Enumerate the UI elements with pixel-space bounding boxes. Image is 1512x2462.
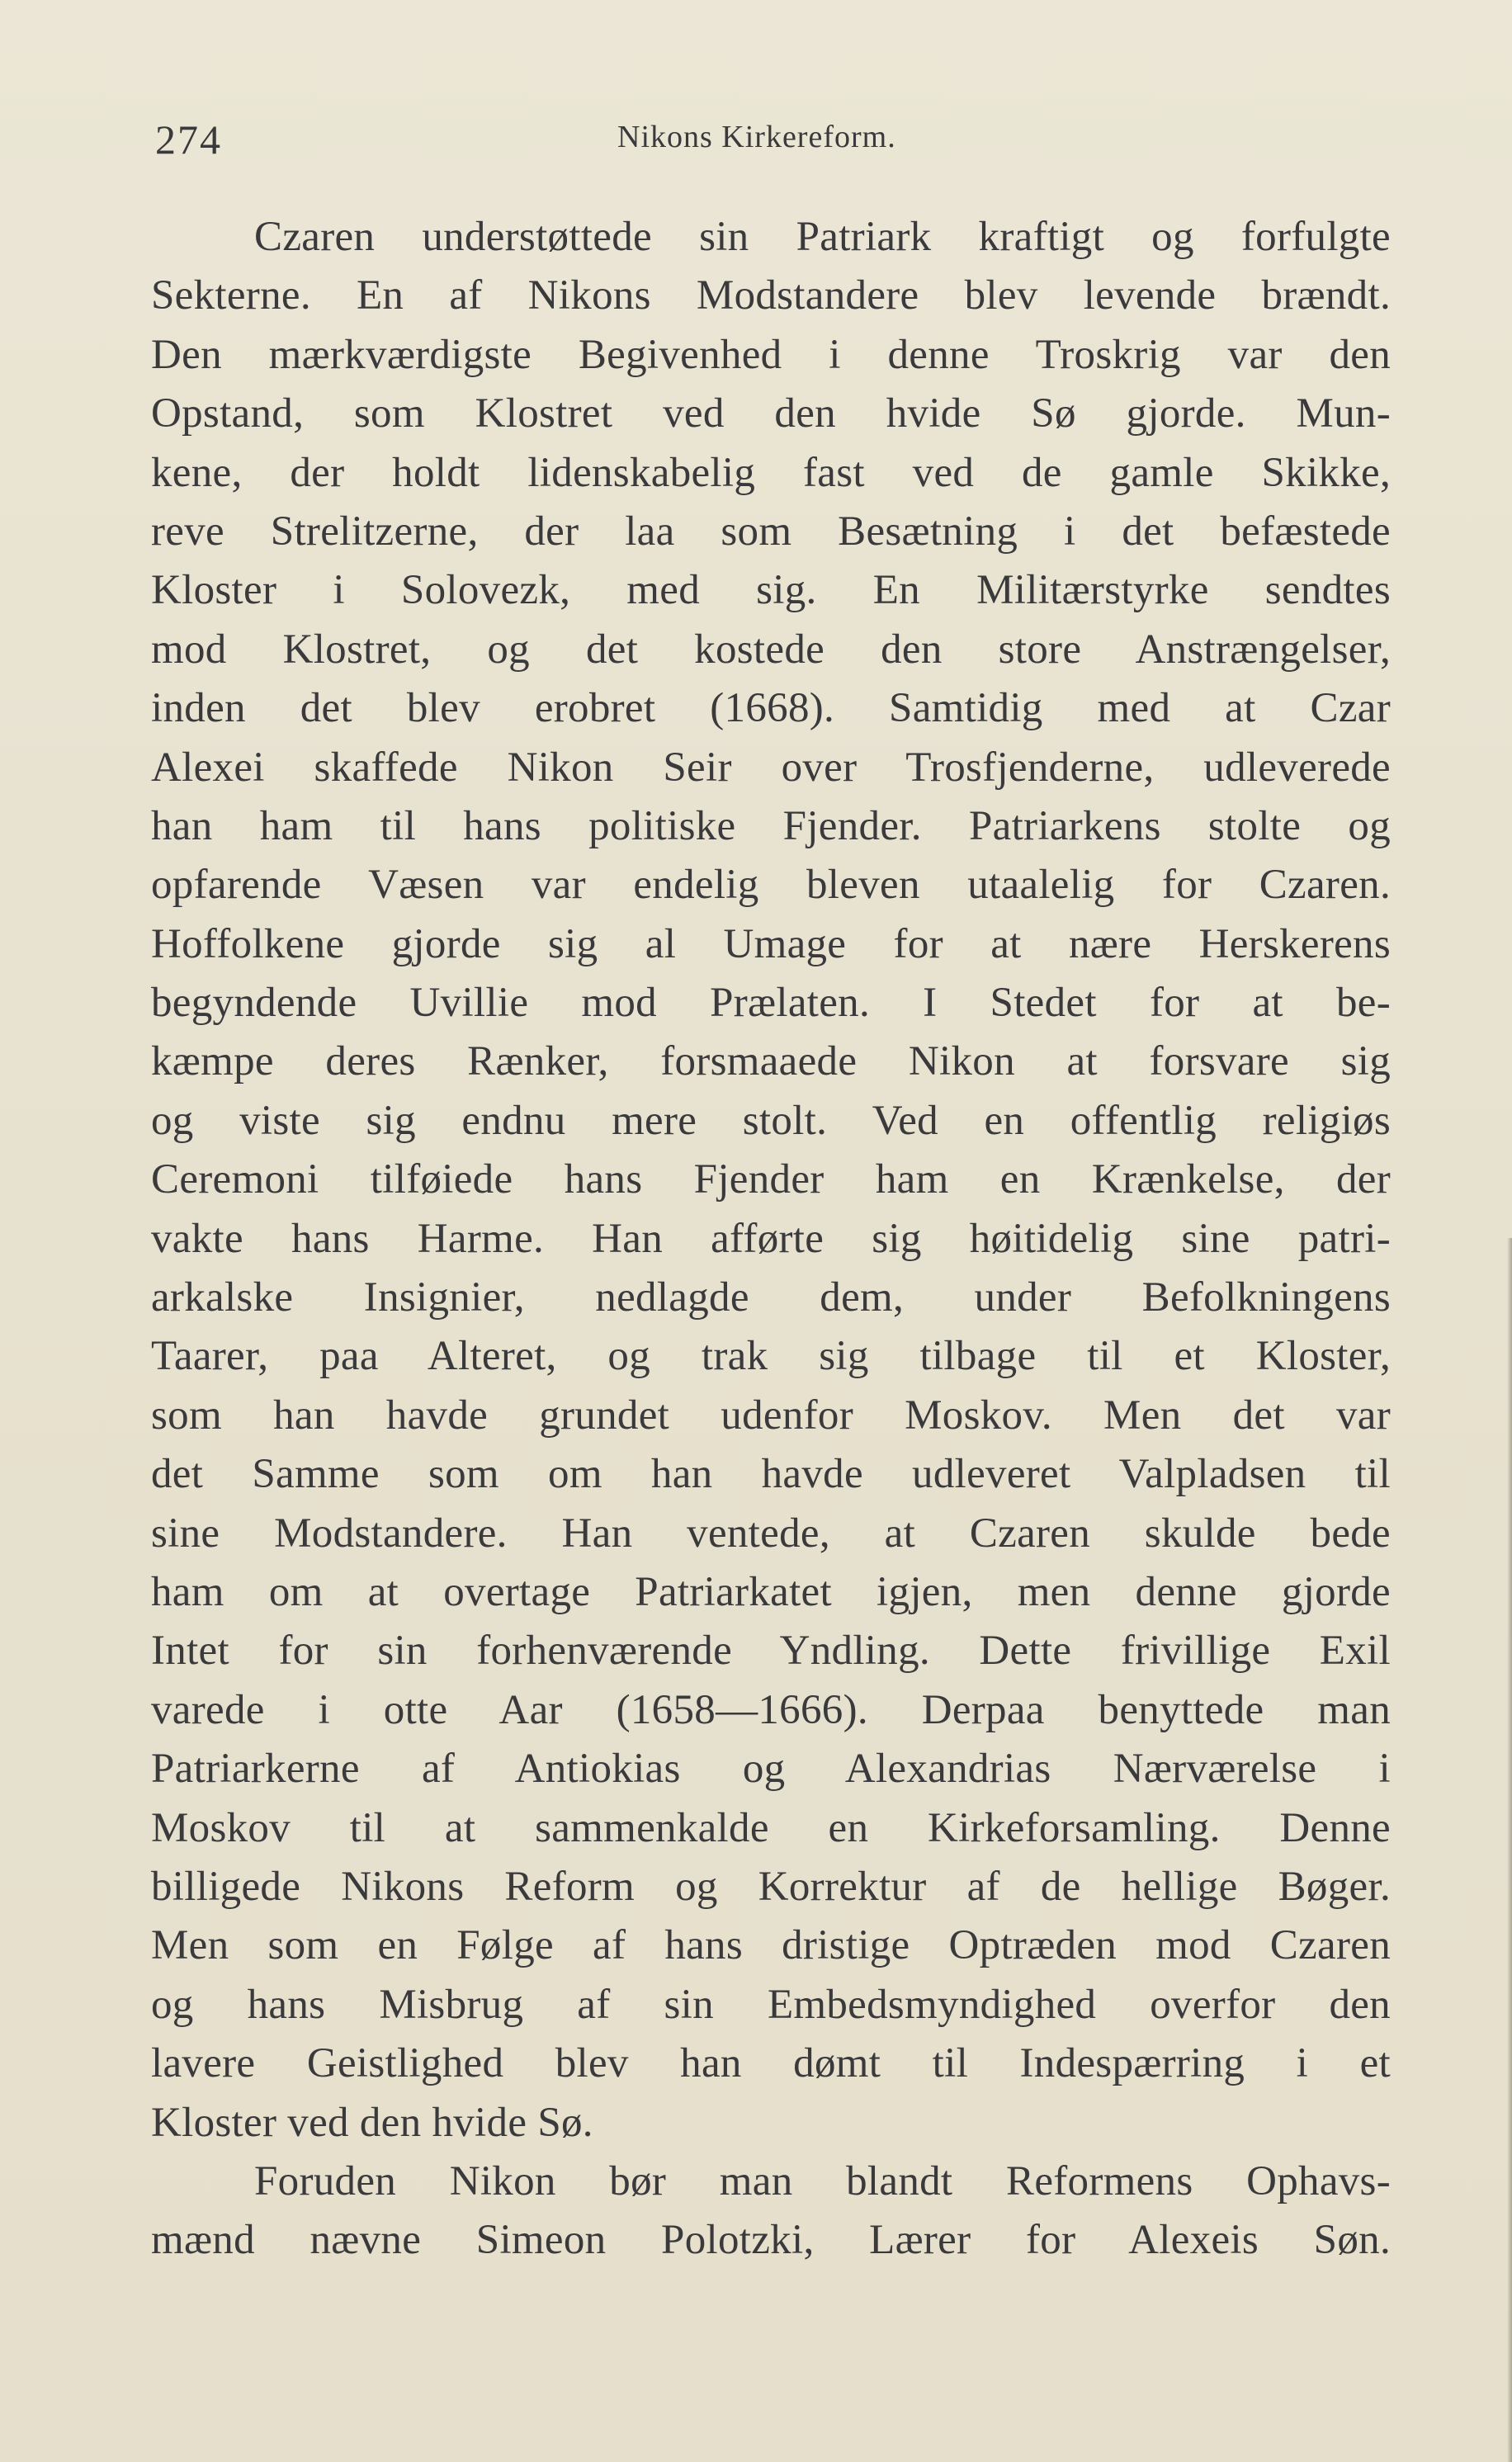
page-header	[155, 116, 1393, 165]
text-line: Hoffolkene gjorde sig al Umage for at nære Herskerens	[151, 920, 1391, 967]
text-line: reve Strelitzerne, der laa som Besætning i det befæstede	[151, 508, 1391, 555]
text-line: Intet for sin forhenværende Yndling. Dette frivillige Exil	[151, 1628, 1391, 1675]
text-line: Moskov til at sammenkalde en Kirkeforsamling. Denne	[151, 1804, 1391, 1851]
text-line: kene, der holdt lidenskabelig fast ved de gamle Skikke,	[151, 449, 1391, 496]
text-line: varede i otte Aar (1658—1666). Derpaa benyttede man	[151, 1686, 1391, 1733]
text-line: arkalske Insignier, nedlagde dem, under Befolkningens	[151, 1274, 1391, 1321]
text-line: og viste sig endnu mere stolt. Ved en offentlig religiøs	[151, 1097, 1391, 1144]
text-line: opfarende Væsen var endelig bleven utaalelig for Czaren.	[151, 862, 1391, 909]
text-line: billigede Nikons Reform og Korrektur af de hellige Bøger.	[151, 1863, 1391, 1910]
text-line: Foruden Nikon bør man blandt Reformens Ophavs-	[254, 2157, 1391, 2204]
text-line: Ceremoni tilføiede hans Fjender ham en Krænkelse, der	[151, 1156, 1391, 1203]
text-line: som han havde grundet udenfor Moskov. Men det var	[151, 1392, 1391, 1439]
text-line: mænd nævne Simeon Polotzki, Lærer for Alexeis Søn.	[151, 2217, 1391, 2264]
text-line: ham om at overtage Patriarkatet igjen, men denne gjorde	[151, 1568, 1391, 1615]
text-line: sine Modstandere. Han ventede, at Czaren skulde bede	[151, 1510, 1391, 1557]
text-line: kæmpe deres Rænker, forsmaaede Nikon at forsvare sig	[151, 1038, 1391, 1085]
text-line: inden det blev erobret (1668). Samtidig med at Czar	[151, 685, 1391, 732]
text-line: Taarer, paa Alteret, og trak sig tilbage til et Kloster,	[151, 1333, 1391, 1380]
page-number: 274	[155, 116, 222, 163]
text-line: Alexei skaffede Nikon Seir over Trosfjenderne, udleverede	[151, 744, 1391, 791]
text-line: det Samme som om han havde udleveret Valpladsen til	[151, 1451, 1391, 1498]
text-line: og hans Misbrug af sin Embedsmyndighed overfor den	[151, 1981, 1391, 2028]
text-line: Patriarkerne af Antiokias og Alexandrias Nærværelse i	[151, 1746, 1391, 1793]
text-line: Den mærkværdigste Begivenhed i denne Troskrig var den	[151, 331, 1391, 378]
running-head: Nikons Kirkereform.	[617, 120, 896, 154]
text-line: Sekterne. En af Nikons Modstandere blev levende brændt.	[151, 272, 1391, 319]
text-line: mod Klostret, og det kostede den store Anstrængelser,	[151, 626, 1391, 673]
text-line: lavere Geistlighed blev han dømt til Indespærring i et	[151, 2040, 1391, 2087]
text-line: Men som en Følge af hans dristige Optræden mod Czaren	[151, 1922, 1391, 1969]
text-line: Czaren understøttede sin Patriark kraftigt og forfulgte	[254, 214, 1391, 260]
body-text	[151, 208, 1391, 2271]
text-line: han ham til hans politiske Fjender. Patriarkens stolte og	[151, 802, 1391, 849]
text-line: Kloster ved den hvide Sø.	[151, 2099, 593, 2146]
text-line: Opstand, som Klostret ved den hvide Sø gjorde. Mun-	[151, 390, 1391, 437]
page-edge-shadow	[1507, 1238, 1512, 2462]
text-line: Kloster i Solovezk, med sig. En Militærstyrke sendtes	[151, 567, 1391, 614]
text-line: begyndende Uvillie mod Prælaten. I Stedet for at be-	[151, 980, 1391, 1027]
text-line: vakte hans Harme. Han afførte sig høitidelig sine patri-	[151, 1215, 1391, 1262]
